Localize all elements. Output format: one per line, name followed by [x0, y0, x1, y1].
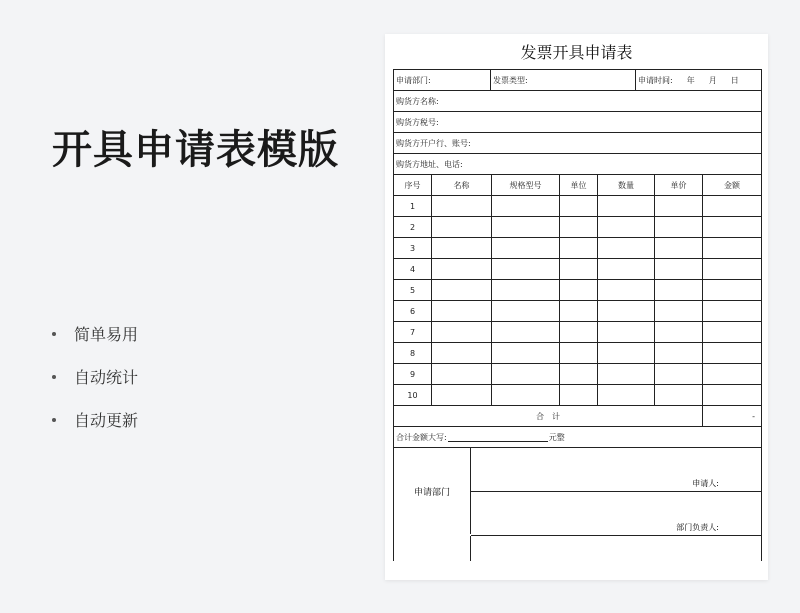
buyer-bank-label: 购货方开户行、账号:: [396, 138, 471, 148]
feature-item: [52, 312, 138, 355]
total-label: 合 计: [394, 406, 703, 426]
amount-words-cell: [394, 427, 761, 447]
table-row: [394, 217, 761, 238]
applicant-box: [471, 448, 761, 492]
buyer-addr-label: 购货方地址、电话:: [396, 159, 463, 169]
dept-label: 申请部门:: [394, 70, 491, 90]
table-cell: [560, 322, 598, 342]
table-cell: [432, 196, 492, 216]
table-cell: [703, 280, 761, 300]
table-cell: [492, 364, 560, 384]
column-header-row: [394, 175, 761, 196]
date-day: 日: [730, 75, 739, 85]
table-cell: [432, 238, 492, 258]
table-cell: [598, 301, 655, 321]
table-cell: [703, 196, 761, 216]
total-row: [394, 406, 761, 427]
row-number: 5: [394, 280, 432, 300]
table-cell: [492, 280, 560, 300]
table-cell: [492, 301, 560, 321]
col-header: 单价: [655, 175, 703, 195]
sig-bottom-row: [394, 536, 761, 561]
table-cell: [655, 259, 703, 279]
buyer-addr-row: [394, 154, 761, 175]
row-number: 10: [394, 385, 432, 405]
row-number: 8: [394, 343, 432, 363]
table-cell: [432, 364, 492, 384]
row-number: 3: [394, 238, 432, 258]
table-cell: [655, 238, 703, 258]
table-cell: [655, 322, 703, 342]
table-row: [394, 196, 761, 217]
col-header: 规格型号: [492, 175, 560, 195]
table-cell: [598, 280, 655, 300]
feature-list: [52, 312, 138, 441]
table-cell: [432, 301, 492, 321]
table-cell: [492, 217, 560, 237]
table-cell: [560, 259, 598, 279]
manager-box: [471, 492, 761, 536]
manager-label: 部门负责人:: [676, 523, 719, 532]
sig-boxes: [471, 448, 761, 536]
table-row: [394, 280, 761, 301]
table-cell: [655, 301, 703, 321]
total-value: -: [752, 411, 755, 421]
table-cell: [598, 217, 655, 237]
table-cell: [432, 322, 492, 342]
bullet-icon: [52, 418, 56, 422]
table-cell: [492, 259, 560, 279]
table-row: [394, 259, 761, 280]
table-cell: [560, 217, 598, 237]
table-cell: [598, 343, 655, 363]
table-cell: [598, 385, 655, 405]
col-header: 序号: [394, 175, 432, 195]
table-cell: [492, 343, 560, 363]
signature-section: [394, 448, 761, 561]
sig-dept-label: 申请部门: [394, 448, 471, 534]
table-cell: [492, 385, 560, 405]
table-cell: [432, 217, 492, 237]
table-cell: [703, 301, 761, 321]
table-cell: [432, 259, 492, 279]
table-cell: [703, 322, 761, 342]
row-number: 9: [394, 364, 432, 384]
table-row: [394, 322, 761, 343]
table-cell: [560, 280, 598, 300]
sig-bottom-left: [394, 536, 471, 561]
table-cell: [492, 238, 560, 258]
table-cell: [560, 343, 598, 363]
row-number: 2: [394, 217, 432, 237]
table-row: [394, 364, 761, 385]
invoice-form-table: [393, 69, 762, 561]
date-month: 月: [708, 75, 717, 85]
table-row: [394, 343, 761, 364]
table-cell: [655, 343, 703, 363]
amount-words-line: [448, 432, 548, 442]
feature-item: [52, 355, 138, 398]
table-cell: [598, 322, 655, 342]
buyer-bank-row: [394, 133, 761, 154]
row-number: 4: [394, 259, 432, 279]
page-title: 开具申请表模版: [52, 127, 339, 173]
table-cell: [560, 238, 598, 258]
invoice-type-label: 发票类型:: [491, 70, 636, 90]
form-header-row: [394, 70, 761, 91]
table-row: [394, 301, 761, 322]
table-cell: [703, 259, 761, 279]
table-row: [394, 238, 761, 259]
feature-label: 简单易用: [74, 325, 139, 344]
table-cell: [492, 196, 560, 216]
table-cell: [492, 322, 560, 342]
form-title: 发票开具申请表: [520, 43, 633, 62]
date-label: 申请时间:: [638, 75, 673, 85]
table-cell: [598, 196, 655, 216]
feature-label: 自动更新: [74, 411, 139, 430]
table-cell: [655, 217, 703, 237]
table-cell: [560, 196, 598, 216]
table-cell: [655, 385, 703, 405]
table-cell: [703, 217, 761, 237]
table-cell: [655, 364, 703, 384]
buyer-name-label: 购货方名称:: [396, 96, 439, 106]
row-number: 1: [394, 196, 432, 216]
amount-words-suffix: 元整: [548, 432, 565, 442]
sig-bottom-right: [471, 536, 761, 561]
col-header: 金额: [724, 180, 740, 190]
col-header: 名称: [432, 175, 492, 195]
table-cell: [703, 385, 761, 405]
row-number: 6: [394, 301, 432, 321]
table-cell: [598, 238, 655, 258]
table-cell: [432, 343, 492, 363]
table-cell: [598, 259, 655, 279]
amount-words-label: 合计金额大写:: [396, 432, 447, 442]
table-cell: [560, 385, 598, 405]
amount-words-row: [394, 427, 761, 448]
table-cell: [432, 385, 492, 405]
bullet-icon: [52, 332, 56, 336]
table-cell: [703, 343, 761, 363]
table-cell: [655, 196, 703, 216]
buyer-name-row: [394, 91, 761, 112]
feature-label: 自动统计: [74, 368, 139, 387]
feature-item: [52, 398, 138, 441]
col-header: 数量: [598, 175, 655, 195]
date-year: 年: [686, 75, 695, 85]
bullet-icon: [52, 375, 56, 379]
table-cell: [655, 280, 703, 300]
table-cell: [432, 280, 492, 300]
invoice-form-sheet: [385, 34, 768, 580]
table-cell: [560, 364, 598, 384]
item-rows: [394, 196, 761, 406]
table-row: [394, 385, 761, 406]
row-number: 7: [394, 322, 432, 342]
table-cell: [703, 364, 761, 384]
buyer-tax-label: 购货方税号:: [396, 117, 439, 127]
buyer-tax-row: [394, 112, 761, 133]
applicant-label: 申请人:: [692, 479, 719, 488]
table-cell: [560, 301, 598, 321]
table-cell: [703, 238, 761, 258]
table-cell: [598, 364, 655, 384]
date-cell: [636, 70, 761, 90]
col-header: 单位: [560, 175, 598, 195]
